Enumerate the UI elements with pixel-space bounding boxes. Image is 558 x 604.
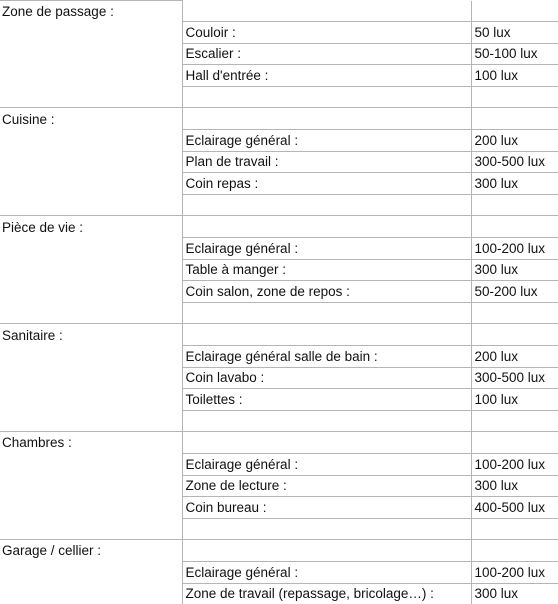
empty-cell[interactable] (182, 194, 471, 216)
category-row (0, 540, 558, 562)
item-label-cell[interactable]: Coin bureau : (182, 497, 471, 519)
spacer-cell[interactable] (0, 346, 182, 368)
category-cell[interactable]: Cuisine : (0, 108, 182, 130)
item-label-cell[interactable]: Table à manger : (182, 259, 471, 281)
spacer-cell[interactable] (0, 475, 182, 497)
category-row (0, 108, 558, 130)
spacer-cell[interactable] (0, 410, 182, 432)
spacer-cell[interactable] (0, 130, 182, 152)
category-cell[interactable]: Chambres : (0, 432, 182, 454)
item-row (0, 561, 558, 583)
item-value-cell[interactable]: 300 lux (471, 475, 558, 497)
item-label-cell[interactable]: Coin repas : (182, 173, 471, 195)
spacer-cell[interactable] (0, 453, 182, 475)
item-row (0, 151, 558, 173)
item-row (0, 389, 558, 411)
item-row (0, 173, 558, 195)
item-value-cell[interactable]: 300-500 lux (471, 367, 558, 389)
item-row (0, 238, 558, 260)
item-row (0, 475, 558, 497)
category-row (0, 1, 558, 22)
item-value-cell[interactable]: 50-200 lux (471, 281, 558, 303)
item-label-cell[interactable]: Eclairage général : (182, 561, 471, 583)
item-label-cell[interactable]: Eclairage général : (182, 130, 471, 152)
blank-row (0, 194, 558, 216)
item-label-cell[interactable]: Plan de travail : (182, 151, 471, 173)
empty-cell[interactable] (471, 518, 558, 540)
spacer-cell[interactable] (0, 561, 182, 583)
spacer-cell[interactable] (0, 518, 182, 540)
category-row (0, 216, 558, 238)
item-label-cell[interactable]: Couloir : (182, 22, 471, 44)
empty-cell[interactable] (471, 86, 558, 108)
empty-cell[interactable] (182, 1, 471, 22)
item-label-cell[interactable]: Coin salon, zone de repos : (182, 281, 471, 303)
spacer-cell[interactable] (0, 389, 182, 411)
spacer-cell[interactable] (0, 151, 182, 173)
item-row (0, 130, 558, 152)
spacer-cell[interactable] (0, 238, 182, 260)
item-value-cell[interactable]: 100 lux (471, 389, 558, 411)
empty-cell[interactable] (471, 432, 558, 454)
item-value-cell[interactable]: 300 lux (471, 583, 558, 604)
empty-cell[interactable] (471, 1, 558, 22)
spacer-cell[interactable] (0, 43, 182, 65)
item-label-cell[interactable]: Eclairage général salle de bain : (182, 346, 471, 368)
item-value-cell[interactable]: 100 lux (471, 65, 558, 87)
category-cell[interactable]: Garage / cellier : (0, 540, 182, 562)
item-value-cell[interactable]: 200 lux (471, 346, 558, 368)
item-value-cell[interactable]: 200 lux (471, 130, 558, 152)
item-label-cell[interactable]: Hall d'entrée : (182, 65, 471, 87)
category-cell[interactable]: Sanitaire : (0, 324, 182, 346)
item-label-cell[interactable]: Eclairage général : (182, 453, 471, 475)
spacer-cell[interactable] (0, 281, 182, 303)
item-label-cell[interactable]: Zone de lecture : (182, 475, 471, 497)
item-row (0, 22, 558, 44)
blank-row (0, 86, 558, 108)
category-row (0, 324, 558, 346)
item-value-cell[interactable]: 100-200 lux (471, 561, 558, 583)
item-row (0, 453, 558, 475)
spacer-cell[interactable] (0, 367, 182, 389)
blank-row (0, 518, 558, 540)
empty-cell[interactable] (471, 540, 558, 562)
spacer-cell[interactable] (0, 173, 182, 195)
empty-cell[interactable] (182, 432, 471, 454)
item-value-cell[interactable]: 400-500 lux (471, 497, 558, 519)
item-row (0, 65, 558, 87)
item-value-cell[interactable]: 50-100 lux (471, 43, 558, 65)
empty-cell[interactable] (182, 410, 471, 432)
blank-row (0, 302, 558, 324)
spacer-cell[interactable] (0, 194, 182, 216)
empty-cell[interactable] (471, 216, 558, 238)
item-value-cell[interactable]: 50 lux (471, 22, 558, 44)
empty-cell[interactable] (471, 410, 558, 432)
item-value-cell[interactable]: 300 lux (471, 173, 558, 195)
item-row (0, 281, 558, 303)
spacer-cell[interactable] (0, 302, 182, 324)
sheet-body (0, 1, 558, 604)
item-label-cell[interactable]: Escalier : (182, 43, 471, 65)
spacer-cell[interactable] (0, 259, 182, 281)
empty-cell[interactable] (471, 324, 558, 346)
spacer-cell[interactable] (0, 497, 182, 519)
item-row (0, 43, 558, 65)
item-label-cell[interactable]: Eclairage général : (182, 238, 471, 260)
empty-cell[interactable] (182, 108, 471, 130)
empty-cell[interactable] (471, 194, 558, 216)
item-value-cell[interactable]: 300 lux (471, 259, 558, 281)
item-row (0, 367, 558, 389)
blank-row (0, 410, 558, 432)
empty-cell[interactable] (182, 518, 471, 540)
item-row (0, 259, 558, 281)
empty-cell[interactable] (182, 216, 471, 238)
item-value-cell[interactable]: 300-500 lux (471, 151, 558, 173)
empty-cell[interactable] (471, 108, 558, 130)
empty-cell[interactable] (182, 324, 471, 346)
empty-cell[interactable] (182, 302, 471, 324)
spacer-cell[interactable] (0, 86, 182, 108)
category-row (0, 432, 558, 454)
empty-cell[interactable] (182, 540, 471, 562)
empty-cell[interactable] (471, 302, 558, 324)
item-row (0, 346, 558, 368)
item-label-cell[interactable]: Toilettes : (182, 389, 471, 411)
item-label-cell[interactable]: Coin lavabo : (182, 367, 471, 389)
empty-cell[interactable] (182, 86, 471, 108)
category-cell[interactable]: Zone de passage : (0, 1, 182, 22)
spacer-cell[interactable] (0, 65, 182, 87)
category-cell[interactable]: Pièce de vie : (0, 216, 182, 238)
item-value-cell[interactable]: 100-200 lux (471, 238, 558, 260)
item-row (0, 497, 558, 519)
spacer-cell[interactable] (0, 22, 182, 44)
item-value-cell[interactable]: 100-200 lux (471, 453, 558, 475)
item-label-cell[interactable]: Zone de travail (repassage, bricolage…) : (182, 583, 471, 604)
